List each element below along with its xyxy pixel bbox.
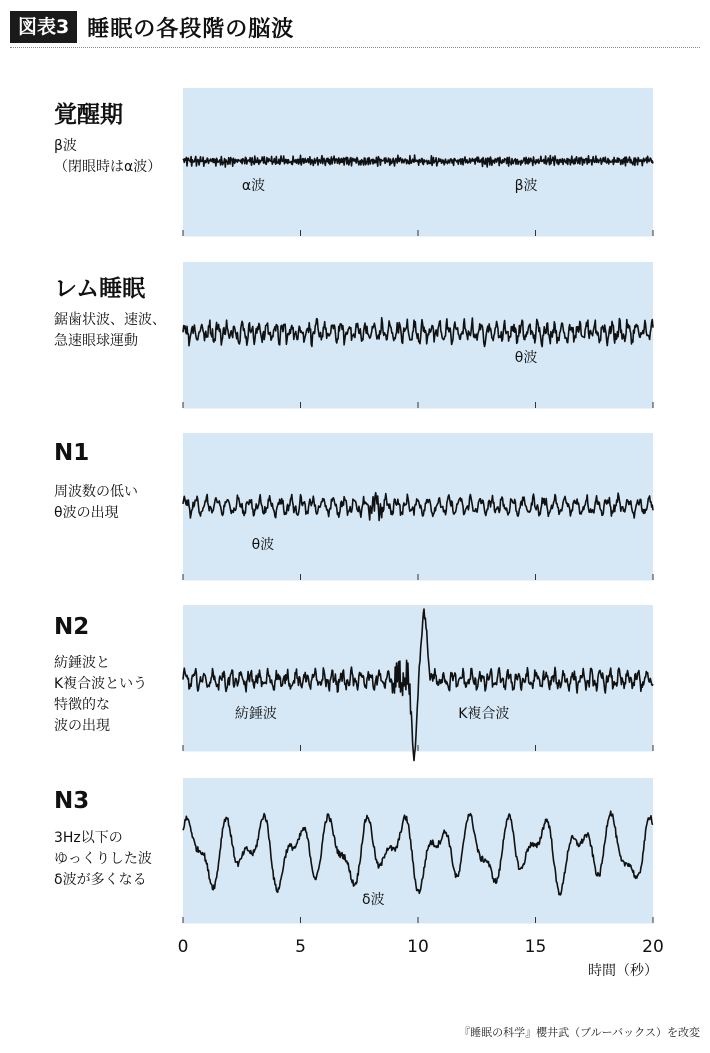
stage-title-n2: N2 (54, 614, 90, 640)
x-tick-label: 0 (177, 937, 189, 957)
stage-desc-rem: 鋸歯状波、速波、 急速眼球運動 (54, 312, 166, 349)
stage-title-wake: 覚醒期 (54, 102, 123, 128)
figure-label: 図表3 (10, 11, 77, 43)
figure-title: 睡眠の各段階の脳波 (87, 16, 295, 42)
wave-annotation: δ波 (362, 892, 385, 908)
wave-annotation: θ波 (251, 537, 275, 553)
x-tick-label: 5 (295, 937, 306, 957)
x-axis-label: 時間（秒） (588, 963, 658, 979)
wave-annotation: α波 (241, 178, 266, 194)
stage-desc-n2: 紡錘波と K複合波という 特徴的な 波の出現 (54, 655, 148, 734)
stage-desc-n3: 3Hz以下の ゆっくりした波 δ波が多くなる (54, 830, 152, 888)
source-note: 『睡眠の科学』櫻井武（ブルーバックス）を改変 (459, 1026, 700, 1039)
wave-annotation: 紡錘波 (234, 706, 277, 722)
stage-desc-wake: β波 （閉眼時はα波） (54, 138, 162, 175)
stage-title-n1: N1 (54, 440, 90, 466)
stage-desc-n1: 周波数の低い θ波の出現 (54, 484, 138, 521)
x-tick-label: 20 (642, 937, 664, 957)
wave-annotation: β波 (514, 178, 538, 194)
wave-annotation: θ波 (514, 350, 538, 366)
wave-annotation: K複合波 (458, 706, 510, 722)
stage-title-rem: レム睡眠 (54, 276, 146, 302)
stage-title-n3: N3 (54, 788, 90, 814)
x-tick-label: 15 (524, 937, 547, 957)
panel-background-3 (183, 433, 653, 580)
x-tick-label: 10 (407, 937, 429, 957)
